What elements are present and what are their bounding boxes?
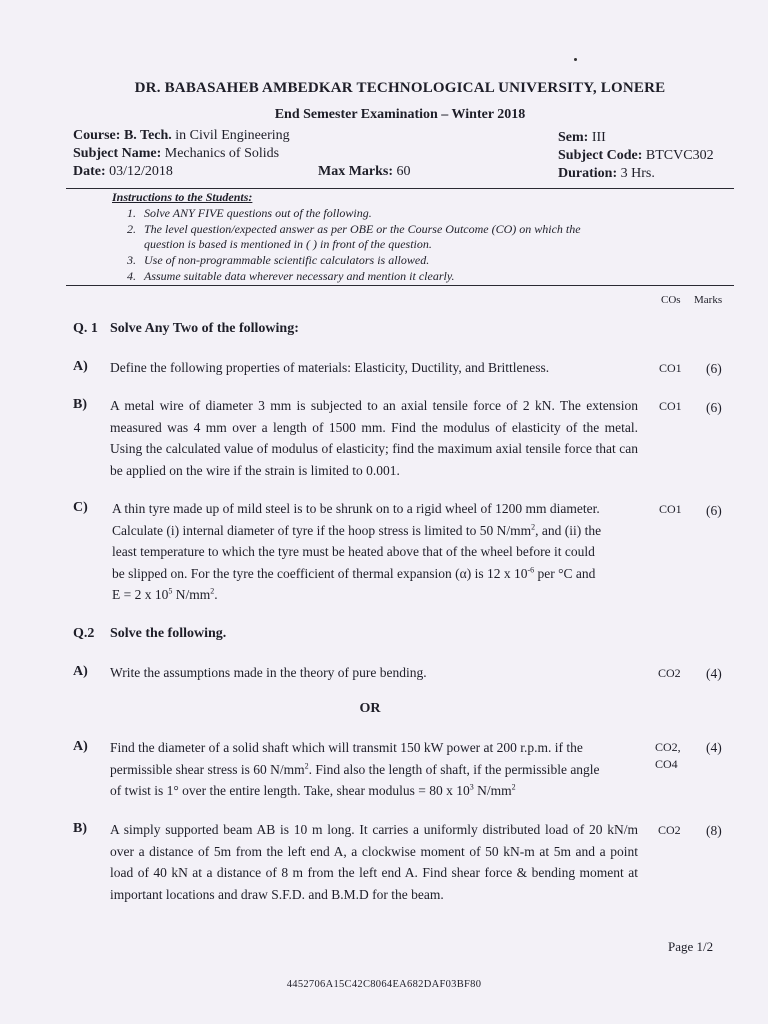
question-number: Q.2: [73, 626, 95, 641]
subject-code-label: Subject Code:: [558, 148, 643, 163]
co-value: CO1: [659, 361, 682, 375]
question-text: Write the assumptions made in the theory of pure bending.: [110, 665, 427, 680]
date-line: [73, 164, 173, 180]
question-text: A simply supported beam AB is 10 m long. It carries a uniformly distributed load of 20 kN/m over a distance of 5m from the left end A, a clockwise moment of 50 kN-m at 5m and a point load of 40 kN at a distance of 8 m from the left end A. Find shear force & bending moment at important locations and draw S.F.D. and B.M.D for the beam.: [110, 822, 638, 902]
instruction-item: question is based is mentioned in ( ) in front of the question.: [144, 237, 432, 251]
or-separator: OR: [359, 701, 381, 716]
instruction-item: 2. The level question/expected answer as per OBE or the Course Outcome (CO) on which the: [127, 222, 581, 236]
question-title: Solve Any Two of the following:: [110, 321, 299, 336]
max-marks-label: Max Marks:: [318, 164, 394, 179]
duration-value: 3 Hrs.: [617, 166, 655, 181]
page-number: Page 1/2: [668, 939, 714, 954]
sem-line: [558, 130, 606, 146]
exam-title: End Semester Examination – Winter 2018: [274, 107, 526, 122]
question-title: Solve the following.: [110, 626, 227, 641]
marks-value: (6): [706, 361, 722, 376]
question-text: Define the following properties of materials: Elasticity, Ductility, and Brittleness.: [110, 360, 550, 375]
part-label: A): [73, 359, 88, 374]
part-label: B): [73, 397, 87, 412]
co-value: CO2: [658, 823, 681, 837]
question-text: Find the diameter of a solid shaft which will transmit 150 kW power at 200 r.p.m. if the permissible shear stress is 60 $N/mm^2$. Find also the length of shaft, if the permissible angle of twist is 1° over the entire length. Take, shear modulus = 80 x $10^3$ $N/mm^2$: [110, 740, 600, 798]
co-value: CO1: [659, 502, 682, 516]
paper-code: 4452706A15C42C8064EA682DAF03BF80: [286, 979, 482, 990]
university-title: DR. BABASAHEB AMBEDKAR TECHNOLOGICAL UNIVERSITY, LONERE: [134, 80, 666, 96]
divider-bottom: [66, 285, 734, 286]
sem-value: III: [588, 130, 606, 145]
duration-line: [558, 166, 655, 182]
subject-value: Mechanics of Solids: [161, 146, 280, 161]
subject-code-line: [558, 148, 714, 164]
subject-line: [73, 146, 279, 162]
part-label: C): [73, 500, 88, 515]
part-label: B): [73, 821, 87, 836]
marks-value: (6): [706, 400, 722, 415]
instruction-item: 3. Use of non-programmable scientific calculators is allowed.: [127, 253, 430, 267]
date-value: 03/12/2018: [105, 164, 173, 179]
max-marks-line: [318, 164, 411, 180]
question-number: Q. 1: [73, 321, 98, 336]
question-text: A thin tyre made up of mild steel is to be shrunk on to a rigid wheel of 1200 mm diameter. Calculate (i) internal diameter of tyre if the hoop stress is limited to 50 $N/mm^2$, and (ii) the least temperature to which the tyre must be heated above that of the wheel before it could be slipped on. For the tyre the coefficient of thermal expansion (α) is 12 x $10^{-6}$ per °C and E = 2 x $10^5$ $N/mm^2$.: [112, 501, 602, 602]
marks-value: (4): [706, 740, 722, 755]
cos-column-header: COs: [661, 294, 681, 306]
subject-label: Subject Name:: [73, 146, 162, 161]
marks-value: (4): [706, 666, 722, 681]
sem-label: Sem:: [558, 130, 589, 145]
marks-value: (8): [706, 823, 722, 838]
question-text: A metal wire of diameter 3 mm is subjected to an axial tensile force of 2 kN. The extension measured was 4 mm over a length of 1500 mm. Find the modulus of elasticity of the metal. Using the calculated value of modulus of elasticity; find the maximum axial tensile force that can be applied on the wire if the strain is limited to 0.001.: [110, 398, 638, 478]
date-label: Date:: [73, 164, 106, 179]
co-value: CO1: [659, 399, 682, 413]
part-label: A): [73, 664, 88, 679]
instruction-item: 4. Assume suitable data wherever necessary and mention it clearly.: [127, 269, 455, 283]
part-label: A): [73, 739, 88, 754]
duration-label: Duration:: [558, 166, 618, 181]
course-label: Course:: [73, 128, 121, 143]
co-value: CO2: [658, 666, 681, 680]
co-value: CO2,: [655, 740, 681, 754]
marks-value: (6): [706, 503, 722, 518]
course-value: in Civil Engineering: [171, 128, 290, 143]
course-prefix: B. Tech.: [123, 128, 172, 143]
course-line: [73, 128, 290, 144]
subject-code-value: BTCVC302: [642, 148, 714, 163]
co-value: CO4: [655, 757, 678, 771]
instructions-title: Instructions to the Students:: [112, 190, 253, 204]
divider-top: [66, 188, 734, 189]
max-marks-value: 60: [393, 164, 411, 179]
marks-column-header: Marks: [694, 294, 723, 306]
instruction-item: 1. Solve ANY FIVE questions out of the following.: [127, 206, 372, 220]
ink-dot: [574, 58, 577, 61]
